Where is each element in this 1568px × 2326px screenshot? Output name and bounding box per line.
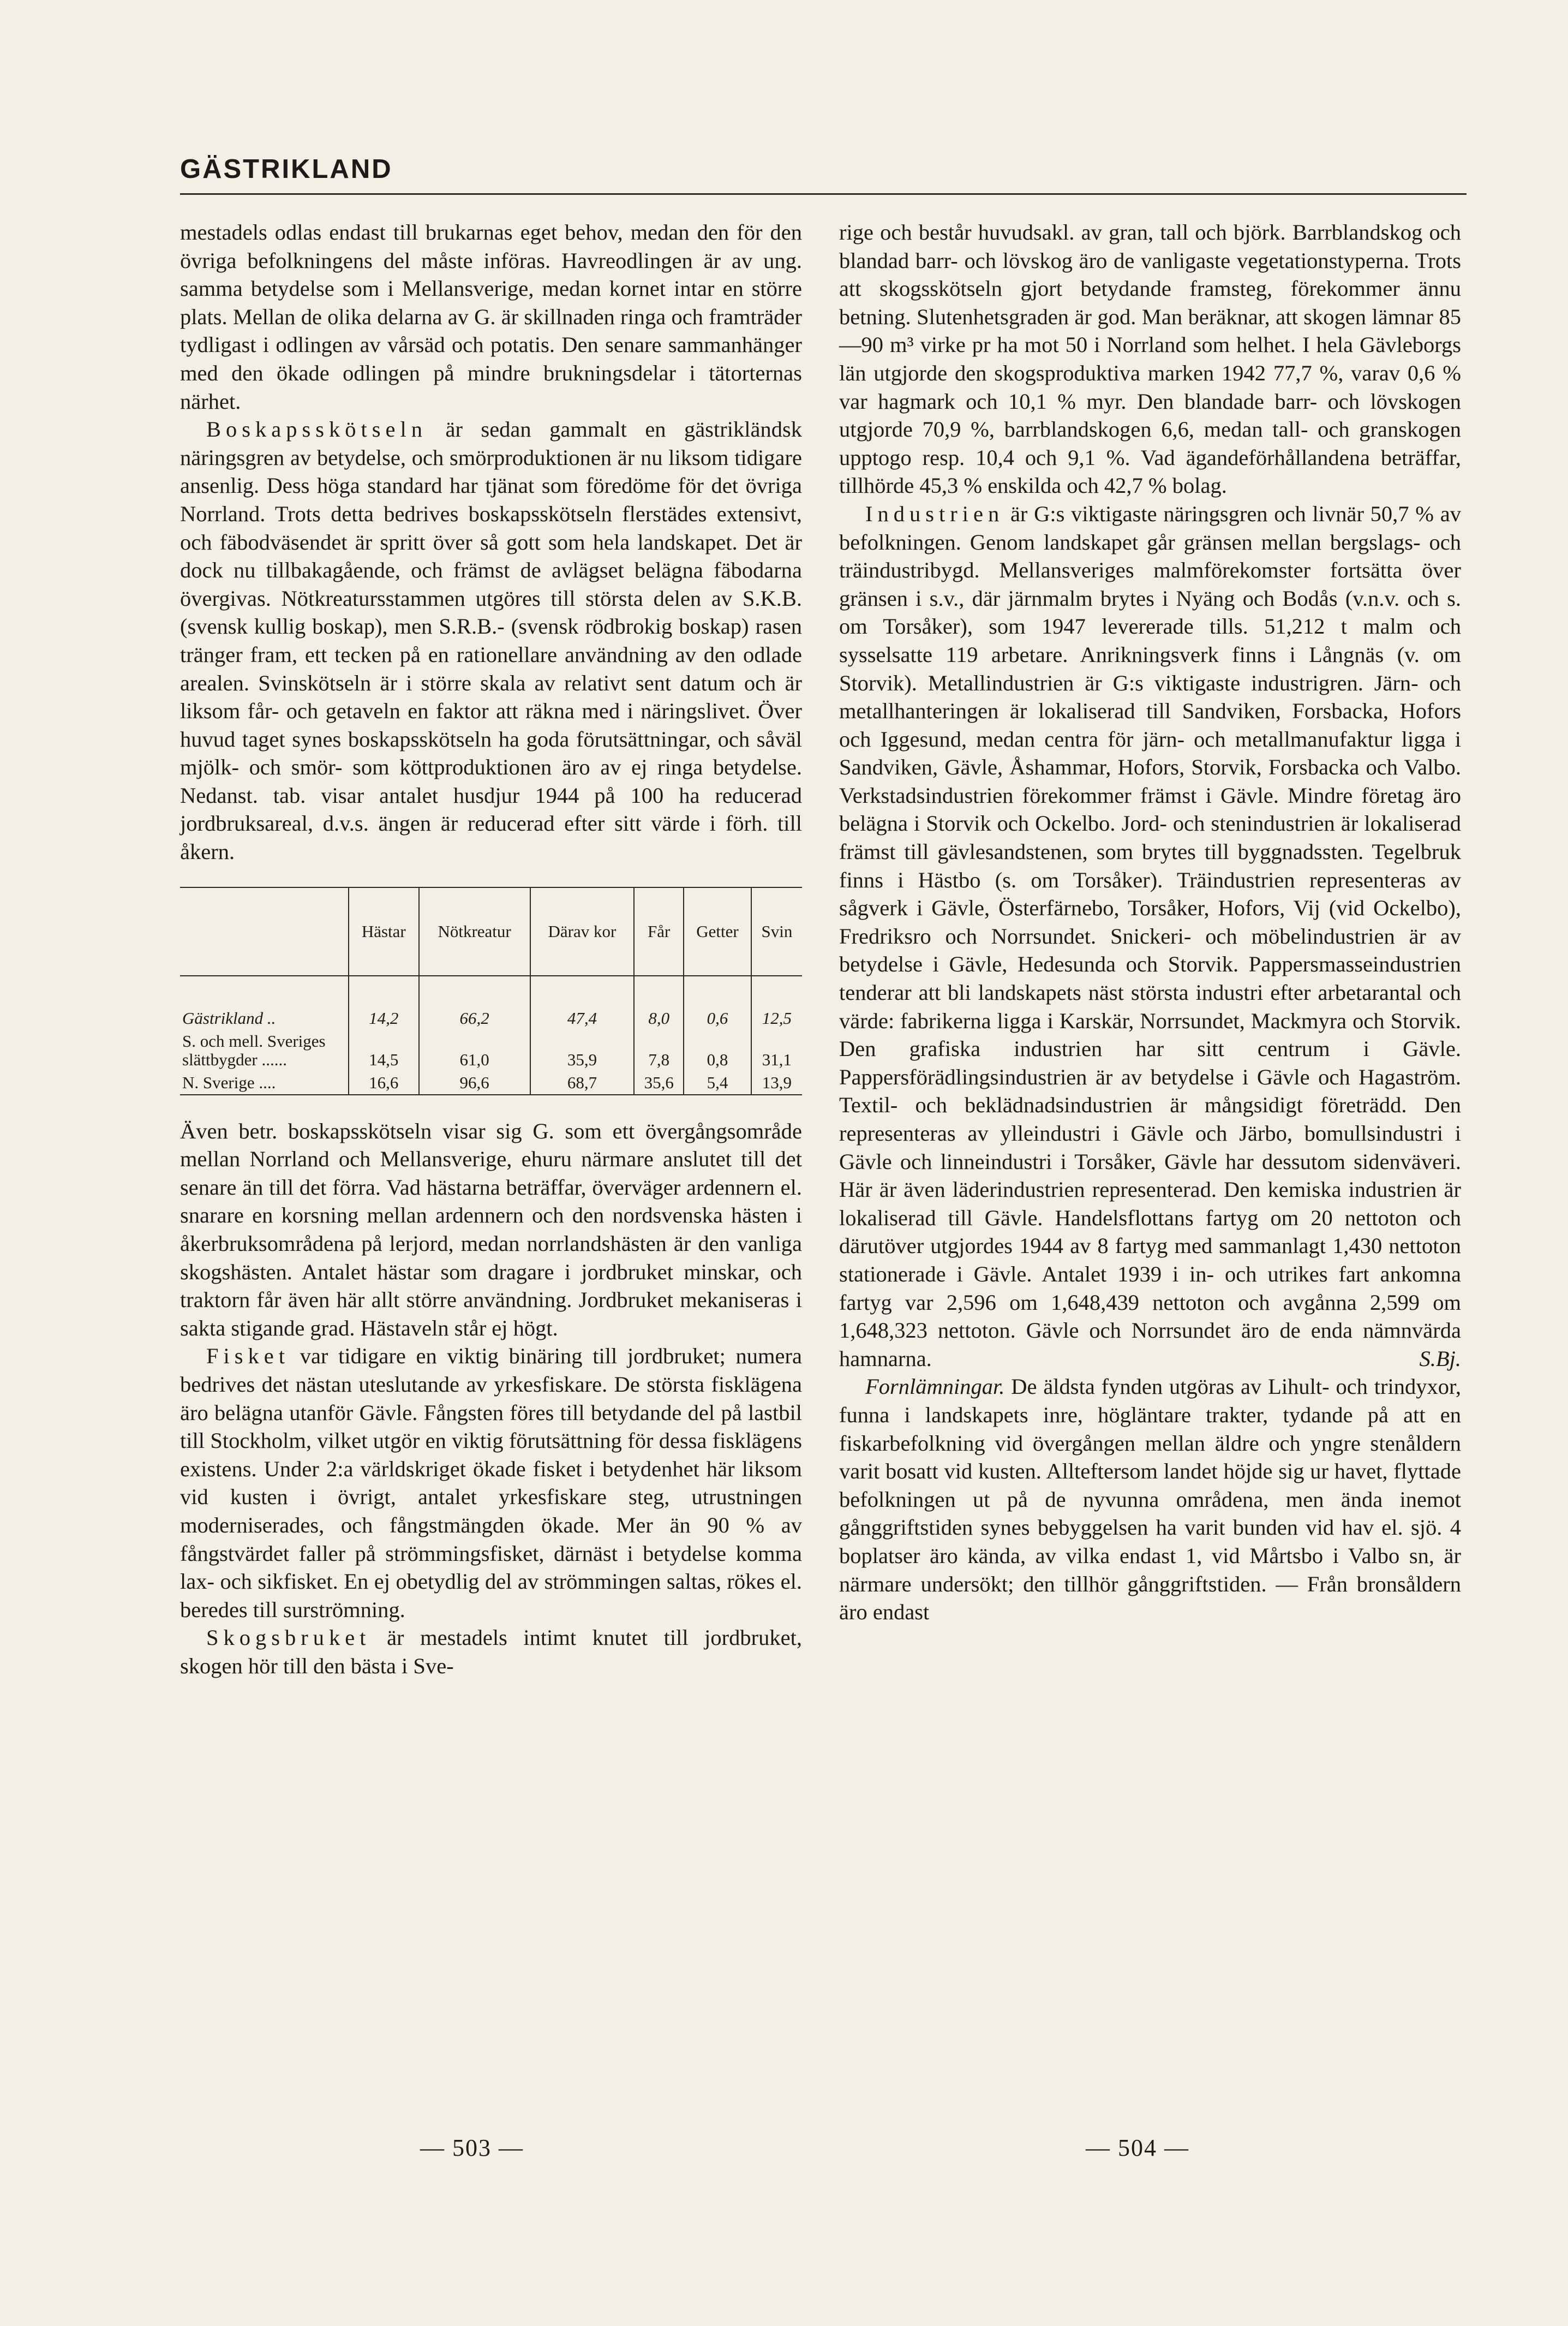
- paragraph-text: mestadels odlas endast till brukarnas eget behov, medan den för den övriga befolkningens del måste införas. Havreodlingen är av ung. samma betydelse som i Mellansverige, medan kornet intar en större plats. Mellan de olika delarna av G. är skillnaden ringa och framträder tydligast i odlingen av vårsäd och potatis. Den senare sammanhänger med den ökade odlingen på mindre brukningsdelar i tätorternas närhet.: [180, 220, 802, 414]
- table-cell: 68,7: [530, 1071, 635, 1095]
- table-header-cell: Nötkreatur: [419, 887, 530, 976]
- paragraph-crops: [180, 218, 802, 415]
- table-cell: 16,6: [349, 1071, 419, 1095]
- table-header-cell: Hästar: [349, 887, 419, 976]
- paragraph-livestock: [180, 415, 802, 866]
- table-cell: 47,4: [530, 976, 635, 1030]
- paragraph-text: är mestadels intimt knutet till jordbruket, skogen hör till den bästa i Sve-: [180, 1625, 802, 1678]
- livestock-table-wrap: [180, 887, 802, 1095]
- paragraph-text: De äldsta fynden utgöras av Lihult- och trindyxor, funna i landskapets inre, högläntare trakter, tydande på att en fiskarbefolkning vid övergången mellan äldre och yngre stenåldern varit bosatt vid kusten. Allteftersom landet höjde sig ur havet, flyttade befolkningen ut på de nyvunna områdena, men ända inemot gånggriftstiden synes bebyggelsen ha varit bunden vid hav el. sjö. 4 boplatser äro kända, av vilka endast 1, vid Mårtsbo i Valbo sn, är närmare undersökt; den tillhör gånggriftstiden. — Från bronsåldern äro endast: [839, 1374, 1461, 1625]
- table-header-row: [180, 887, 802, 976]
- table-header-cell: Därav kor: [530, 887, 635, 976]
- header-rule: [180, 193, 1467, 195]
- table-cell: 35,9: [530, 1030, 635, 1071]
- paragraph-industry: [839, 500, 1461, 1373]
- table-row: [180, 976, 802, 1030]
- table-row: [180, 1071, 802, 1095]
- table-row-label: N. Sverige ....: [180, 1071, 349, 1095]
- section-lead: Industrien: [865, 501, 1004, 526]
- left-column: [180, 218, 802, 1680]
- paragraph-text: Även betr. boskapsskötseln visar sig G. som ett övergångsområde mellan Norrland och Mellansverige, ehuru närmare anslutet till det senare än till det förra. Vad hästarna beträffar, överväger ardennern el. snarare en korsning mellan ardennern och den nordsvenska hästen i åkerbruksområdena på lerjord, medan norrlandshästen är den vanliga skogshästen. Antalet hästar som dragare i jordbruket minskar, och traktorn får även här allt större användning. Jordbruket mekaniseras i sakta stigande grad. Hästaveln står ej högt.: [180, 1118, 802, 1340]
- page-number-right: — 504 —: [1086, 2134, 1189, 2161]
- table-row: [180, 1030, 802, 1071]
- paragraph-antiquities: [839, 1373, 1461, 1626]
- section-lead: Fornlämningar.: [865, 1374, 1005, 1399]
- table-header-cell: Svin: [751, 887, 802, 976]
- table-cell: 61,0: [419, 1030, 530, 1071]
- running-header: GÄSTRIKLAND: [180, 154, 393, 184]
- paragraph-horses: [180, 1117, 802, 1343]
- table-cell: 7,8: [634, 1030, 684, 1071]
- table-cell: 0,6: [684, 976, 751, 1030]
- livestock-table: [180, 887, 802, 1095]
- table-cell: 66,2: [419, 976, 530, 1030]
- table-row-label: S. och mell. Sveriges slättbygder ......: [182, 1031, 326, 1069]
- table-header-cell: Får: [634, 887, 684, 976]
- paragraph-text: var tidigare en viktig binäring till jordbruket; numera bedrives det nästan uteslutande av yrkesfiskare. De största fisklägena äro belägna utanför Gävle. Fångsten föres till betydande del på lastbil till Stockholm, vilket utgör en viktig förutsättning för dessa fisklägens existens. Under 2:a världskriget ökade fisket i betydenhet här liksom vid kusten i övrigt, antalet yrkesfiskare steg, utrustningen moderniserades, och fångstmängden ökade. Mer än 90 % av fångstvärdet faller på strömmingsfisket, därnäst i betydelse komma lax- och sikfisket. En ej obetydlig del av strömmingen saltas, rökes el. beredes till surströmning.: [180, 1344, 802, 1622]
- table-header-cell: Getter: [684, 887, 751, 976]
- table-cell: 0,8: [684, 1030, 751, 1071]
- section-lead: Boskapsskötseln: [206, 417, 428, 442]
- table-row-label: Gästrikland ..: [182, 1008, 276, 1028]
- section-lead: Fisket: [206, 1344, 290, 1369]
- table-cell: 8,0: [634, 976, 684, 1030]
- paragraph-text: är sedan gammalt en gästrikländsk näringsgren av betydelse, och smörproduktionen är nu liksom tidigare ansenlig. Dess höga standard har tjänat som föredöme för det övriga Norrland. Trots detta bedrives boskapsskötseln flerstädes extensivt, och fäbodväsendet är spritt över så gott som hela landskapet. Det är dock nu tillbakagående, och främst de avlägset belägna fäbodarna övergivas. Nötkreatursstammen utgöres till största delen av S.K.B. (svensk kullig boskap), men S.R.B.- (svensk rödbrokig boskap) rasen tränger fram, ett tecken på en rationellare användning av den odlade arealen. Svinskötseln är i större skala av relativt sent datum och är liksom får- och getaveln en faktor att räkna med i näringslivet. Över huvud taget synes boskapsskötseln ha goda förutsättningar, och såväl mjölk- och smör- som köttproduktionen äro av ej ringa betydelse. Nedanst. tab. visar antalet husdjur 1944 på 100 ha reducerad jordbruksareal, d.v.s. ängen är reducerad efter sitt värde i förh. till åkern.: [180, 417, 802, 864]
- paragraph-text: är G:s viktigaste näringsgren och livnär 50,7 % av befolkningen. Genom landskapet går gränsen mellan bergslags- och träindustribygd. Mellansveriges malmförekomster fortsätta över gränsen i s.v., där järnmalm brytes i Nyäng och Bodås (v.n.v. och s. om Torsåker), som 1947 levererade tills. 51,212 t malm och sysselsatte 119 arbetare. Anrikningsverk finns i Långnäs (v. om Storvik). Metallindustrien är G:s viktigaste industrigren. Järn- och metallhanteringen är lokaliserad till Sandviken, Forsbacka, Hofors och Iggesund, medan centra för järn- och metallmanufaktur ligga i Sandviken, Gävle, Åshammar, Hofors, Storvik, Forsbacka och Valbo. Verkstadsindustrien förekommer främst i Gävle. Mindre företag äro belägna i Storvik och Ockelbo. Jord- och stenindustrien är lokaliserad främst till gävlesandstenen, som brytes till byggnadssten. Tegelbruk finns i Hästbo (s. om Torsåker). Träindustrien representeras av sågverk i Gävle, Österfärnebo, Torsåker, Hofors, Vij (vid Ockelbo), Fredriksro och Norrsundet. Snickeri- och möbelindustrien är av betydelse i Gävle, Hedesunda och Storvik. Pappersmasseindustrien tenderar att bli landskapets näst största industri efter arbetarantal och värde: fabrikerna ligga i Karskär, Norrsundet, Mackmyra och Storvik. Den grafiska industrien har sitt centrum i Gävle. Pappersförädlingsindustrien är av betydelse i Gävle och Hagaström. Textil- och beklädnadsindustrien är mångsidigt företrädd. Den representeras av ylleindustri i Gävle och Järbo, bomullsindustri i Gävle och linneindustri i Torsåker, Gävle har dessutom sidenväveri. Här är även läderindustrien representerad. Den kemiska industrien är lokaliserad till Gävle. Handelsflottans fartyg om 20 nettoton och därutöver utgjordes 1944 av 8 fartyg med sammanlagt 1,430 nettoton stationerade i Gävle. Antalet 1939 i in- och utrikes fart ankomna fartyg var 2,596 om 1,648,439 nettoton och avgånna 2,599 om 1,648,323 nettoton. Gävle och Norrsundet äro de enda nämnvärda hamnarna.: [839, 501, 1461, 1371]
- table-cell: 35,6: [634, 1071, 684, 1095]
- table-cell: 31,1: [751, 1030, 802, 1071]
- paragraph-forest: [839, 218, 1461, 500]
- paragraph-text: rige och består huvudsakl. av gran, tall och björk. Barrblandskog och blandad barr- och lövskog äro de vanligaste vegetationstyperna. Trots att skogsskötseln gjort betydande framsteg, förekommer ännu betning. Slutenhetsgraden är god. Man beräknar, att skogen lämnar 85—90 m³ virke pr ha mot 50 i Norrland som helhet. I hela Gävleborgs län utgjorde den skogsproduktiva marken 1942 77,7 %, varav 0,6 % var hagmark och 10,1 % myr. Den blandade barr- och lövskogen utgjorde 70,9 %, barrblandskogen 6,6, medan tall- och granskogen upptogo resp. 10,4 och 9,1 %. Vad ägandeförhållandena beträffar, tillhörde 45,3 % enskilda och 42,7 % bolag.: [839, 220, 1461, 498]
- paragraph-forestry: [180, 1624, 802, 1680]
- table-cell: 13,9: [751, 1071, 802, 1095]
- author-signature: S.Bj.: [1419, 1346, 1461, 1371]
- table-cell: 14,2: [349, 976, 419, 1030]
- page-number-left: — 503 —: [420, 2134, 524, 2161]
- table-cell: 96,6: [419, 1071, 530, 1095]
- table-cell: 14,5: [349, 1030, 419, 1071]
- paragraph-fishing: [180, 1342, 802, 1624]
- table-header-cell: [180, 887, 349, 976]
- right-column: [839, 218, 1461, 1626]
- section-lead: Skogsbruket: [206, 1625, 371, 1650]
- table-cell: 5,4: [684, 1071, 751, 1095]
- table-cell: 12,5: [751, 976, 802, 1030]
